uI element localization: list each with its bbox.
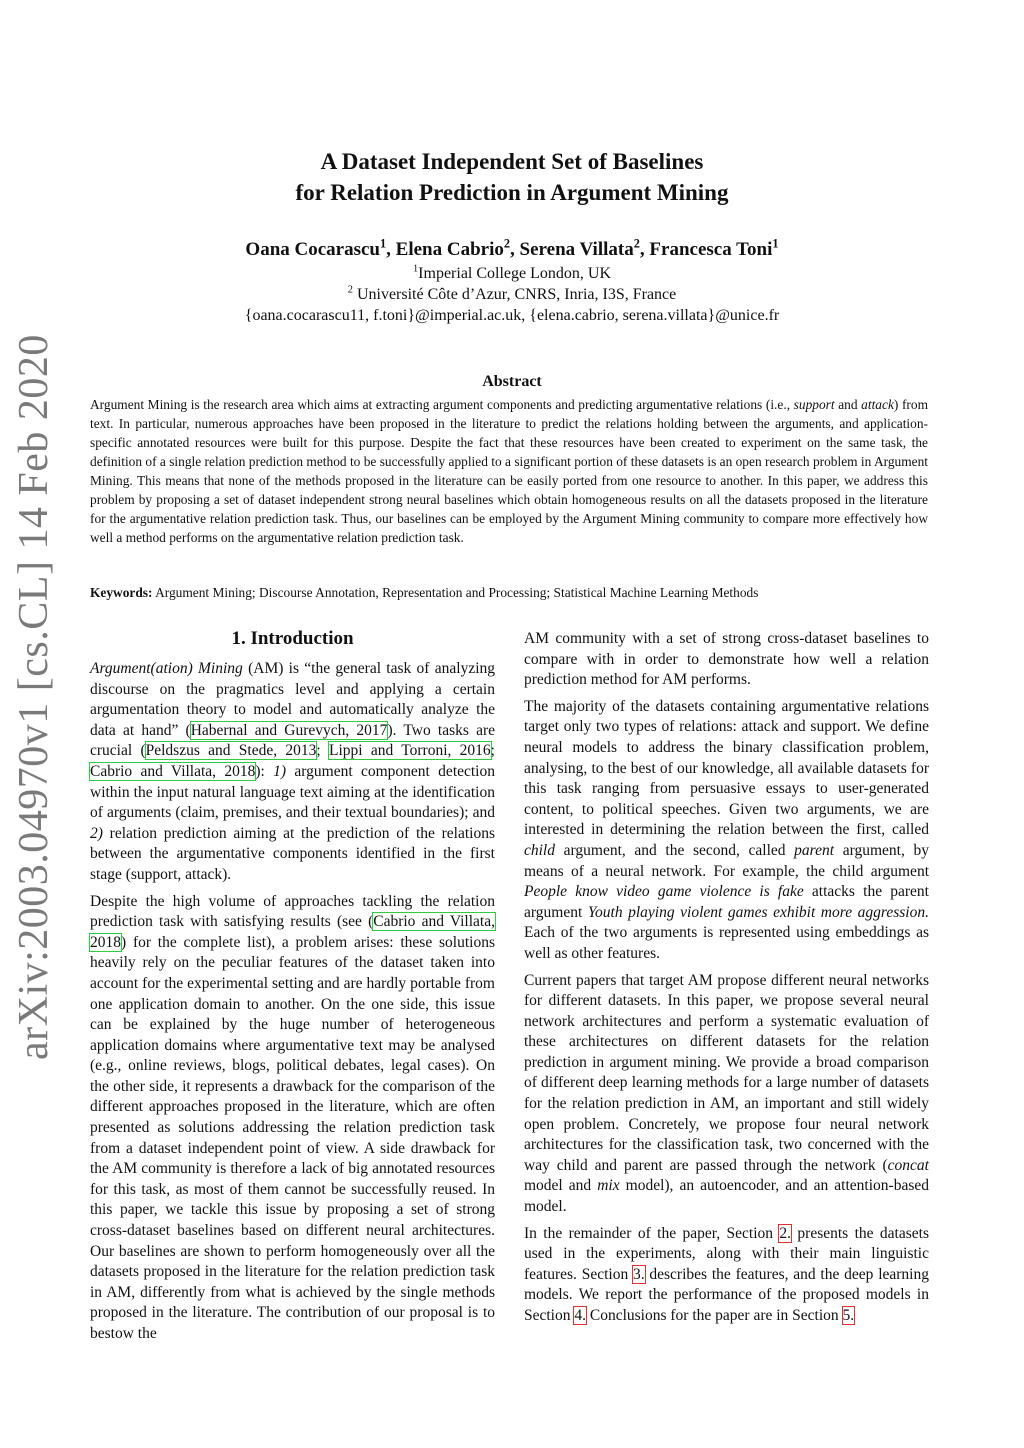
intro-paragraph-1 [90,659,495,886]
abstract-body [90,395,928,547]
section-reference-link[interactable]: 4. [574,1307,586,1324]
author-affiliation-mark: 1 [380,236,387,251]
paragraph-text: attacks the parent argument [524,883,929,921]
citation-link[interactable]: Cabrio and Villata, 2018 [90,913,495,951]
author-affiliation-mark: 1 [772,236,779,251]
italic-term: 2) [90,824,103,842]
abstract-text: ) from text. In particular, numerous approaches have been proposed in the literature to predict the relations holding between the arguments, and application-specific annotated resources were built for this purpose. Despite the fact that these resources have been created to experiment on the same task, the definition of a single relation prediction method to be successfully applied to a significant portion of these datasets is an open research problem in Argument Mining. This means that none of the methods proposed in the literature can be easily ported from one resource to another. In this paper, we address this problem by proposing a set of dataset independent strong neural baselines which obtain homogeneous results on all the datasets proposed in the literature for the argumentative relation prediction task. Thus, our baselines can be employed by the Argument Mining community to compare more effectively how well a method performs on the argumentative relation prediction task. [90,397,928,545]
paragraph-text: ; [316,742,329,760]
arxiv-identifier-stamp: arXiv:2003.04970v1 [cs.CL] 14 Feb 2020 [11,334,57,1060]
affiliation-text: Université Côte d’Azur, CNRS, Inria, I3S, France [352,286,677,303]
paragraph-text: model and [524,1177,598,1195]
abstract-italic-term: support [793,397,835,412]
title-line-1: A Dataset Independent Set of Baselines [320,149,704,174]
italic-term: Argument(ation) Mining [90,660,243,677]
paragraph-text: argument, by means of a neural network. For example, the child argument [524,841,929,880]
abstract-heading: Abstract [482,373,542,390]
author-name: Serena Villata [519,239,634,260]
italic-term: concat [887,1156,929,1174]
paragraph-text: argument, and the second, called [555,841,795,859]
affiliation-mark: 2 [347,284,353,296]
paragraph-text: ): [255,762,274,780]
citation-link[interactable]: Peldszus and Stede, 2013 [145,742,317,760]
paragraph-text: presents the datasets used in the experiments, along with their main linguistic features. Section [524,1224,929,1283]
italic-example: People know video game violence is fake [524,883,804,901]
paragraph-text: model), an autoencoder, and an attention-based model. [524,1177,929,1216]
author-separator: , [386,239,396,260]
author-name: Oana Cocarascu [245,239,380,260]
paragraph-text: ) for the complete list), a problem arises: these solutions heavily rely on the peculiar features of the dataset taken into account for the experimental setting and are hardly portable from one application domain to another. On the one side, this issue can be explained by the huge number of heterogeneous application domains where argumentative text may be analysed (e.g., online reviews, blogs, political debates, legal cases). On the other side, it represents a drawback for the comparison of the different approaches proposed in the literature, which are often presented as solutions addressing the relation prediction task from a dataset independent point of view. A side drawback for the AM community is therefore a lack of big annotated resources for this task, as most of them cannot be successfully reused. In this paper, we tackle this issue by proposing a set of strong cross-dataset baselines based on different neural architectures. Our baselines are shown to perform homogeneously over all the datasets proposed in the literature for the relation prediction task in AM, differently from what is achieved by the single methods proposed in the literature. The contribution of our proposal is to bestow the [90,933,495,1342]
italic-term: parent [794,841,835,859]
paragraph-text: The majority of the datasets containing argumentative relations target only two types of relations: attack and support. We define neural models to address the binary classification problem, analysing, to the best of our knowledge, all available datasets for this task ranging from persuasive essays to user-generated content, to political speeches. Given two arguments, we are interested in determining the relation between the first, called [524,697,929,839]
section-reference-link[interactable]: 5. [842,1307,855,1324]
paragraph-text: Despite the high volume of approaches tackling the relation prediction task with satisfying results (see ( [90,892,495,931]
paragraph-text: Each of the two arguments is represented using embeddings as well as other features. [524,924,929,962]
italic-term: child [524,841,555,859]
author-list [0,238,1024,262]
section-reference-link[interactable]: 3. [632,1265,645,1283]
abstract-italic-term: attack [861,397,894,412]
intro-paragraph-5 [524,971,929,1218]
paragraph-text: (AM) is “the general task of analyzing discourse on the pragmatics level and applying a certain argumentation theory to model and automatically analyze the data at hand” ( [90,660,495,739]
italic-term: mix [597,1177,620,1195]
intro-paragraph-4 [524,697,929,965]
intro-paragraph-2 [90,892,495,1345]
paragraph-text: ; [490,742,495,760]
paragraph-text: describes the features, and the deep learning models. We report the performance of the proposed models in Section [524,1265,929,1324]
affiliation-text: Imperial College London, UK [418,265,612,282]
citation-link[interactable]: Lippi and Torroni, 2016 [329,742,491,760]
author-affiliation-mark: 2 [633,236,640,251]
affiliation-2 [0,285,1024,305]
abstract-text: Argument Mining is the research area which aims at extracting argument components and predicting argumentative relations (i.e., [90,397,794,412]
paper-title [0,146,1024,208]
italic-term: 1) [273,762,287,780]
left-column [90,628,495,1351]
keywords-text: Argument Mining; Discourse Annotation, Representation and Processing; Statistical Machine Learning Methods [152,585,759,600]
author-emails: {oana.cocarascu11, f.toni}@imperial.ac.uk, {elena.cabrio, serena.villata}@unice.fr [244,307,780,324]
title-line-2: for Relation Prediction in Argument Mining [295,180,729,205]
paragraph-text: relation prediction aiming at the prediction of the relations between the argumentative components identified in the first stage (support, attack). [90,824,495,883]
keywords [90,583,928,602]
author-name: Elena Cabrio [395,239,504,260]
section-heading-introduction: 1. Introduction [231,628,354,649]
keywords-label: Keywords: [90,585,153,600]
affiliation-mark: 1 [412,263,419,275]
right-column [524,629,929,1333]
citation-link[interactable]: Habernal and Gurevych, 2017 [190,721,388,739]
paragraph-text: Conclusions for the paper are in Section [586,1307,843,1324]
italic-example: Youth playing violent games exhibit more aggression. [587,903,929,921]
intro-paragraph-6 [524,1224,929,1327]
paragraph-text: Current papers that target AM propose different neural networks for different datasets. In this paper, we propose several neural network architectures and perform a systematic evaluation of these architectures on different datasets for the relation prediction in argument mining. We provide a broad comparison of different deep learning methods for a large number of datasets for the relation prediction in AM, an important and still widely open problem. Concretely, we propose four neural network architectures for the classification task, two concerned with the way child and parent are passed through the network ( [524,971,929,1174]
paragraph-text: In the remainder of the paper, Section [524,1224,780,1242]
citation-link[interactable]: Cabrio and Villata, 2018 [90,762,256,780]
section-reference-link[interactable]: 2. [779,1224,792,1242]
author-separator: , [510,239,520,260]
author-separator: , [639,239,650,260]
intro-paragraph-3: AM community with a set of strong cross-dataset baselines to compare with in order to demonstrate how well a relation prediction method for AM performs. [524,630,929,689]
author-affiliation-mark: 2 [503,236,511,251]
abstract-text: and [834,397,862,412]
affiliation-1 [0,264,1024,284]
paragraph-text: argument component detection within the input natural language text aiming at the identification of arguments (claim, premises, and their textual boundaries); and [90,762,495,822]
author-name: Francesca Toni [649,239,773,260]
paragraph-text: ). Two tasks are crucial ( [90,721,495,760]
